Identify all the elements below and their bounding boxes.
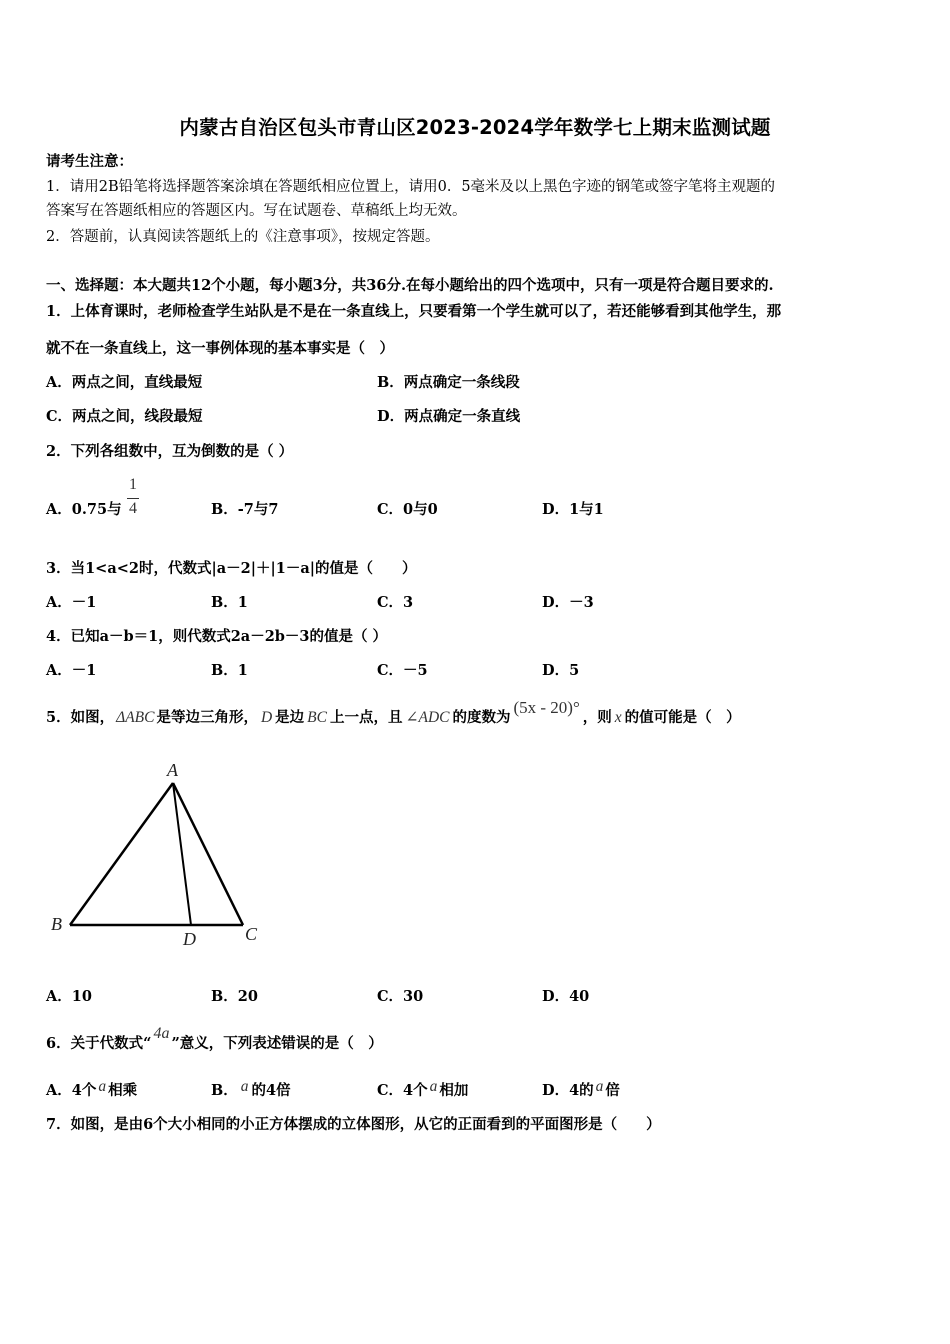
q6-option-b: [211, 1078, 291, 1101]
q5-math-d: D: [260, 709, 273, 726]
q5-option-d: D．40: [542, 988, 590, 1005]
q6-option-c-text: 相加: [439, 1082, 469, 1099]
q6-stem-part: 6．关于代数式“: [46, 1035, 152, 1052]
vertex-label-c: C: [245, 924, 258, 944]
q1-option-b: B．两点确定一条线段: [377, 374, 520, 391]
q6-math-a: a: [240, 1078, 249, 1095]
q4-option-c: C．－5: [377, 662, 428, 679]
q5-stem-part: 是边: [275, 709, 305, 726]
q6-math-4a: 4a: [153, 1025, 170, 1042]
q3-option-c: C．3: [377, 594, 414, 611]
q5-stem-part: 上一点，且: [329, 709, 403, 726]
q4-stem: 4．已知a－b＝1，则代数式2a－2b－3的值是（ ）: [46, 628, 388, 645]
q1-option-c: C．两点之间，线段最短: [46, 408, 203, 425]
q2-stem: 2．下列各组数中，互为倒数的是（ ）: [46, 443, 294, 460]
q1-stem-line-a: 1．上体育课时，老师检查学生站队是不是在一条直线上，只要看第一个学生就可以了，若还能够看到其他学生，那: [46, 303, 782, 320]
notice-line-1a: 1．请用2B铅笔将选择题答案涂填在答题纸相应位置上，请用0．5毫米及以上黑色字迹的钢笔或签字笔将主观题的: [46, 179, 776, 195]
q6-option-d-text: 倍: [605, 1082, 620, 1099]
q3-option-a: A．－1: [46, 594, 97, 611]
q1-option-d: D．两点确定一条直线: [377, 408, 521, 425]
q2-fraction-numerator: 1: [129, 476, 137, 493]
q5-stem-part: 的度数为: [452, 709, 511, 726]
q6-option-c-text: C．4个: [377, 1082, 428, 1099]
q5-stem-part: 5．如图，: [46, 709, 115, 726]
q5-option-b: B．20: [211, 988, 258, 1005]
q2-option-c: C．0与0: [377, 501, 438, 518]
notice-line-2: 2．答题前，认真阅读答题纸上的《注意事项》，按规定答题。: [46, 229, 440, 245]
q6-stem-part: ”意义，下列表述错误的是（ ）: [171, 1035, 383, 1052]
q6-stem: [46, 1025, 383, 1054]
q1-option-a: A．两点之间，直线最短: [46, 374, 203, 391]
q6-option-d: [542, 1078, 620, 1101]
q5-stem: [46, 698, 741, 728]
q5-stem-part: 是等边三角形，: [156, 709, 258, 726]
q1-stem-line-b: 就不在一条直线上，这一事例体现的基本事实是（ ）: [46, 340, 394, 357]
vertex-label-a: A: [167, 760, 178, 780]
section-heading: 一、选择题：本大题共12个小题，每小题3分，共36分.在每小题给出的四个选项中，只有一项是符合题目要求的.: [46, 277, 774, 294]
q5-math-triangle: ΔABC: [116, 709, 155, 726]
vertex-label-b: B: [51, 914, 62, 934]
q4-option-d: D．5: [542, 662, 580, 679]
q6-math-a: a: [429, 1078, 438, 1095]
q5-option-c: C．30: [377, 988, 424, 1005]
q2-fraction-bar: [127, 498, 139, 499]
q6-option-d-text: D．4的: [542, 1082, 594, 1099]
q3-option-b: B．1: [211, 594, 248, 611]
q4-option-a: A．－1: [46, 662, 97, 679]
notice-line-1b: 答案写在答题纸相应的答题区内。写在试题卷、草稿纸上均无效。: [46, 203, 467, 219]
q5-math-x: x: [614, 709, 622, 726]
notice-heading: 请考生注意：: [46, 153, 133, 170]
q3-stem: 3．当1<a<2时，代数式|a－2|＋|1－a|的值是（ ）: [46, 560, 417, 577]
q6-option-a-text: A．4个: [46, 1082, 97, 1099]
q5-math-expression: (5x - 20)°: [513, 698, 580, 717]
page-title: 内蒙古自治区包头市青山区2023-2024学年数学七上期末监测试题: [179, 116, 771, 139]
q5-stem-part: ，则: [582, 709, 612, 726]
q6-option-b-text: 的4倍: [251, 1082, 291, 1099]
q6-math-a: a: [98, 1078, 107, 1095]
q5-stem-part: 的值可能是（ ）: [624, 709, 741, 726]
q2-fraction-denominator: 4: [129, 500, 137, 517]
q5-triangle-figure: [40, 755, 280, 955]
q2-option-b: B．-7与7: [211, 501, 279, 518]
point-label-d: D: [183, 929, 196, 949]
q6-option-a-text: 相乘: [108, 1082, 138, 1099]
q5-math-bc: BC: [307, 709, 327, 726]
q6-option-c: [377, 1078, 469, 1101]
q5-math-angle: ∠ADC: [405, 709, 450, 726]
triangle-side-ac: [173, 783, 243, 925]
q3-option-d: D．－3: [542, 594, 594, 611]
q7-stem: 7．如图，是由6个大小相同的小正方体摆成的立体图形，从它的正面看到的平面图形是（ ）: [46, 1116, 661, 1133]
q2-option-d: D．1与1: [542, 501, 604, 518]
q4-option-b: B．1: [211, 662, 248, 679]
triangle-segment-ad: [173, 783, 191, 925]
triangle-side-ab: [70, 783, 173, 925]
q6-option-b-text: B．: [211, 1082, 238, 1099]
q5-option-a: A．10: [46, 988, 92, 1005]
q6-math-a: a: [595, 1078, 604, 1095]
q6-option-a: [46, 1078, 138, 1101]
q2-option-a: A．0.75与: [46, 501, 122, 518]
